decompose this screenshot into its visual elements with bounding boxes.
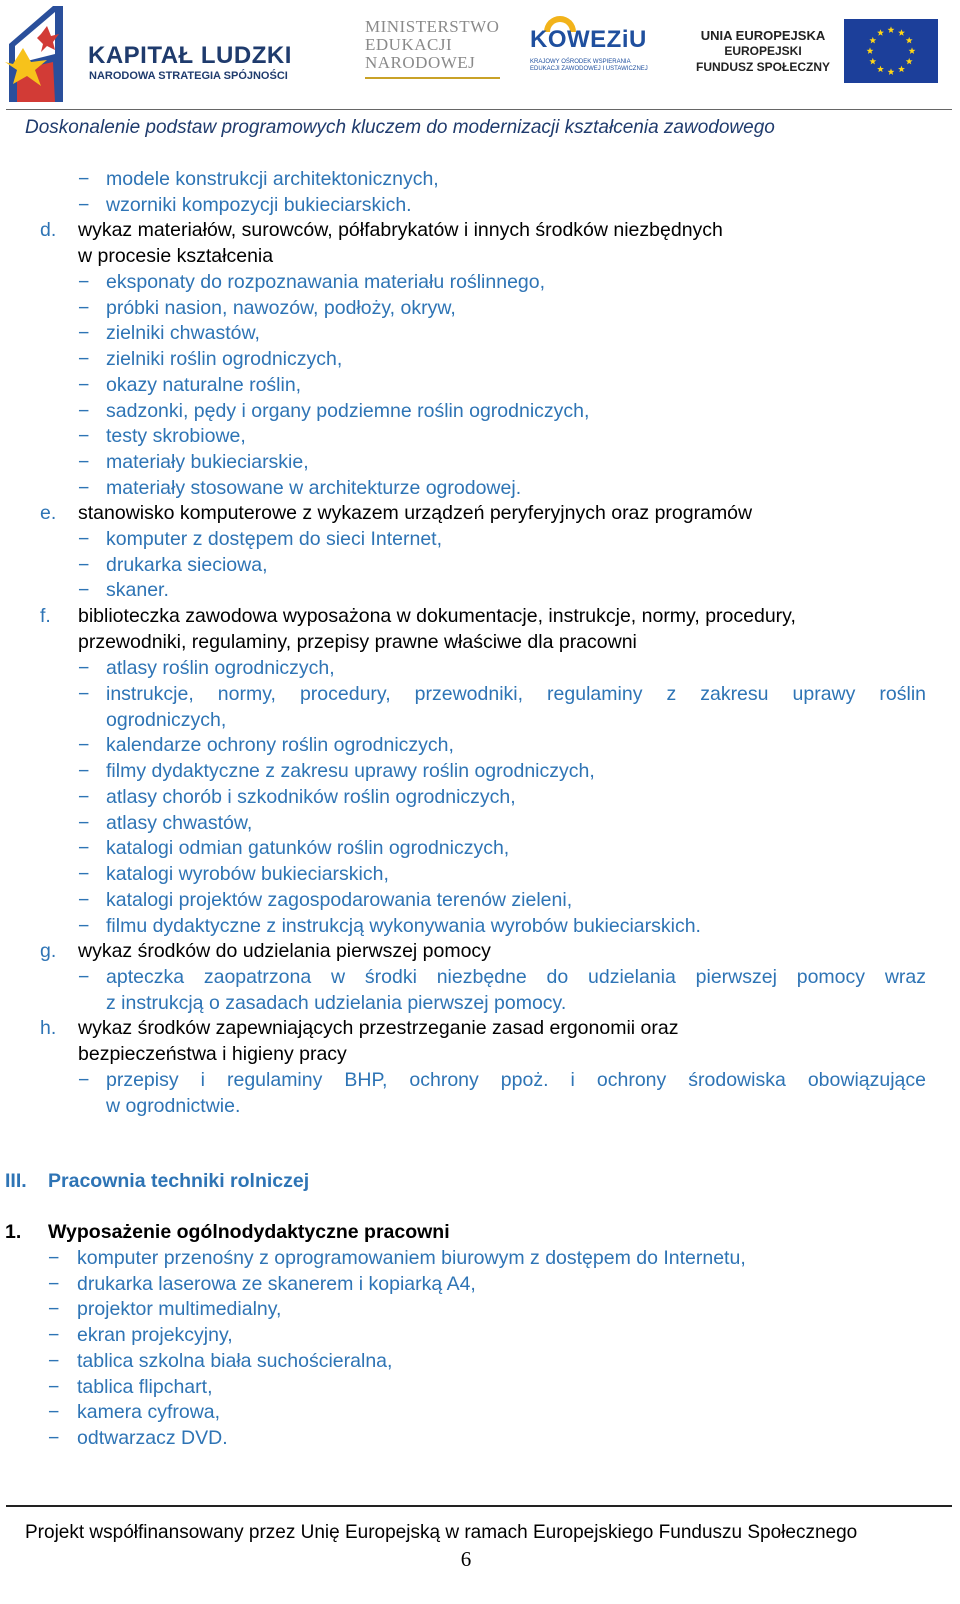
section-number: III. <box>5 1170 27 1192</box>
kowezu-name: KOWEZiU <box>530 26 647 53</box>
eu-star-icon <box>909 47 916 54</box>
list-item: drukarka laserowa ze skanerem i kopiarką A4, <box>77 1273 476 1295</box>
ue-line-3: FUNDUSZ SPOŁECZNY <box>695 60 830 74</box>
kapital-ludzki-emblem-icon <box>5 4 85 102</box>
item-letter-e: e. <box>40 502 57 524</box>
list-item: odtwarzacz DVD. <box>77 1427 228 1449</box>
header-logos <box>0 0 960 110</box>
list-item: apteczka zaopatrzona w środki niezbędne do udzielania pierwszej pomocy wraz <box>106 966 926 988</box>
bullet-dash: − <box>78 374 90 396</box>
item-f-heading-cont: przewodniki, regulaminy, przepisy prawne właściwe dla pracowni <box>78 631 637 653</box>
bullet-dash: − <box>48 1247 60 1269</box>
bullet-dash: − <box>78 451 90 473</box>
eu-star-icon <box>888 26 895 33</box>
eu-star-icon <box>906 58 913 65</box>
list-item: eksponaty do rozpoznawania materiału roślinnego, <box>106 271 546 293</box>
list-item: wzorniki kompozycji bukieciarskich. <box>106 194 412 216</box>
list-item-cont: ogrodniczych, <box>106 709 227 731</box>
eu-star-icon <box>898 29 905 36</box>
eu-star-icon <box>867 47 874 54</box>
list-item: testy skrobiowe, <box>106 425 246 447</box>
eu-stars-icon <box>844 19 938 83</box>
bullet-dash: − <box>48 1376 60 1398</box>
eu-star-icon <box>906 37 913 44</box>
list-item: skaner. <box>106 579 169 601</box>
list-item: przepisy i regulaminy BHP, ochrony ppoż. i ochrony środowiska obowiązujące <box>106 1069 926 1091</box>
ue-line-1: UNIA EUROPEJSKA <box>700 28 826 43</box>
list-item: próbki nasion, nawozów, podłoży, okryw, <box>106 297 456 319</box>
bullet-dash: − <box>78 271 90 293</box>
bullet-dash: − <box>78 348 90 370</box>
bullet-dash: − <box>78 837 90 859</box>
subsection-number: 1. <box>5 1221 22 1243</box>
kowezu-subtitle-line-1: KRAJOWY OŚRODEK WSPIERANIA <box>530 59 631 65</box>
bullet-dash: − <box>48 1350 60 1372</box>
bullet-dash: − <box>48 1324 60 1346</box>
section-title: Pracownia techniki rolniczej <box>48 1170 310 1192</box>
kowezu-subtitle-line-2: EDUKACJI ZAWODOWEJ I USTAWICZNEJ <box>530 66 648 72</box>
bullet-dash: − <box>78 966 90 988</box>
bullet-dash: − <box>78 579 90 601</box>
list-item: katalogi projektów zagospodarowania terenów zieleni, <box>106 889 573 911</box>
list-item: katalogi wyrobów bukieciarskich, <box>106 863 389 885</box>
list-item: filmy dydaktyczne z zakresu uprawy roślin ogrodniczych, <box>106 760 595 782</box>
bullet-dash: − <box>78 915 90 937</box>
list-item-cont: z instrukcją o zasadach udzielania pierwszej pomocy. <box>106 992 567 1014</box>
bullet-dash: − <box>78 786 90 808</box>
list-item: atlasy chorób i szkodników roślin ogrodniczych, <box>106 786 516 808</box>
bullet-dash: − <box>48 1427 60 1449</box>
item-letter-d: d. <box>40 219 57 241</box>
ministerstwo-line-3: NARODOWEJ <box>365 53 476 72</box>
bullet-dash: − <box>48 1401 60 1423</box>
kowezu-logo <box>528 18 656 84</box>
list-item: atlasy chwastów, <box>106 812 253 834</box>
ministerstwo-logo <box>365 18 505 84</box>
item-d-heading: wykaz materiałów, surowców, półfabrykatów i innych środków niezbędnych <box>78 219 723 241</box>
list-item: instrukcje, normy, procedury, przewodniki, regulaminy z zakresu uprawy roślin <box>106 683 926 705</box>
bullet-dash: − <box>78 168 90 190</box>
list-item: sadzonki, pędy i organy podziemne roślin ogrodniczych, <box>106 400 590 422</box>
list-item: komputer przenośny z oprogramowaniem biurowym z dostępem do Internetu, <box>77 1247 746 1269</box>
bullet-dash: − <box>78 322 90 344</box>
list-item: okazy naturalne roślin, <box>106 374 302 396</box>
list-item: katalogi odmian gatunków roślin ogrodniczych, <box>106 837 510 859</box>
item-g-heading: wykaz środków do udzielania pierwszej pomocy <box>78 940 491 962</box>
header-rule <box>6 109 952 110</box>
eu-star-icon <box>898 66 905 73</box>
ue-text-logo <box>688 28 838 75</box>
list-item: kalendarze ochrony roślin ogrodniczych, <box>106 734 454 756</box>
bullet-dash: − <box>78 760 90 782</box>
list-item: zielniki chwastów, <box>106 322 260 344</box>
list-item: filmu dydaktyczne z instrukcją wykonywania wyrobów bukieciarskich. <box>106 915 701 937</box>
bullet-dash: − <box>78 1069 90 1091</box>
item-h-heading: wykaz środków zapewniających przestrzeganie zasad ergonomii oraz <box>78 1017 679 1039</box>
bullet-dash: − <box>78 297 90 319</box>
ministerstwo-line-1: MINISTERSTWO <box>365 17 500 36</box>
bullet-dash: − <box>78 194 90 216</box>
list-item: ekran projekcyjny, <box>77 1324 233 1346</box>
bullet-dash: − <box>78 554 90 576</box>
bullet-dash: − <box>48 1273 60 1295</box>
page-number: 6 <box>460 1547 472 1571</box>
eu-star-icon <box>877 29 884 36</box>
footer-text: Projekt współfinansowany przez Unię Europejską w ramach Europejskiego Funduszu Społecznego <box>25 1522 858 1543</box>
item-e-heading: stanowisko komputerowe z wykazem urządzeń peryferyjnych oraz programów <box>78 502 753 524</box>
kapital-ludzki-subtitle: NARODOWA STRATEGIA SPÓJNOŚCI <box>89 70 288 82</box>
kapital-ludzki-logo <box>5 4 305 102</box>
list-item: modele konstrukcji architektonicznych, <box>106 168 439 190</box>
eu-flag-icon <box>844 19 938 83</box>
bullet-dash: − <box>78 889 90 911</box>
eu-star-icon <box>877 66 884 73</box>
item-letter-f: f. <box>40 605 51 627</box>
list-item: zielniki roślin ogrodniczych, <box>106 348 343 370</box>
bullet-dash: − <box>78 812 90 834</box>
item-d-heading-cont: w procesie kształcenia <box>78 245 274 267</box>
list-item: projektor multimedialny, <box>77 1298 282 1320</box>
list-item: tablica flipchart, <box>77 1376 213 1398</box>
list-item-cont: w ogrodnictwie. <box>106 1095 241 1117</box>
ue-line-2: EUROPEJSKI <box>724 44 802 58</box>
list-item: atlasy roślin ogrodniczych, <box>106 657 335 679</box>
footer-rule <box>6 1505 952 1507</box>
eu-star-icon <box>869 58 876 65</box>
eu-star-icon <box>869 37 876 44</box>
bullet-dash: − <box>78 734 90 756</box>
item-letter-g: g. <box>40 940 57 962</box>
eu-star-icon <box>888 68 895 75</box>
item-h-heading-cont: bezpieczeństwa i higieny pracy <box>78 1043 347 1065</box>
running-title: Doskonalenie podstaw programowych kluczem do modernizacji kształcenia zawodowego <box>25 117 775 138</box>
list-item: materiały stosowane w architekturze ogrodowej. <box>106 477 522 499</box>
ministerstwo-line-2: EDUKACJI <box>365 35 453 54</box>
list-item: drukarka sieciowa, <box>106 554 268 576</box>
list-item: tablica szkolna biała suchościeralna, <box>77 1350 393 1372</box>
bullet-dash: − <box>78 657 90 679</box>
bullet-dash: − <box>78 683 90 705</box>
bullet-dash: − <box>78 528 90 550</box>
list-item: materiały bukieciarskie, <box>106 451 309 473</box>
bullet-dash: − <box>78 477 90 499</box>
kapital-ludzki-title: KAPITAŁ LUDZKI <box>88 42 292 69</box>
kowezu-subtitle <box>530 59 648 73</box>
item-f-heading: biblioteczka zawodowa wyposażona w dokumentacje, instrukcje, normy, procedury, <box>78 605 796 627</box>
bullet-dash: − <box>78 400 90 422</box>
list-item: komputer z dostępem do sieci Internet, <box>106 528 443 550</box>
list-item: kamera cyfrowa, <box>77 1401 221 1423</box>
subsection-title: Wyposażenie ogólnodydaktyczne pracowni <box>48 1221 450 1243</box>
item-letter-h: h. <box>40 1017 57 1039</box>
bullet-dash: − <box>78 425 90 447</box>
bullet-dash: − <box>48 1298 60 1320</box>
ministerstwo-underline <box>365 77 500 79</box>
bullet-dash: − <box>78 863 90 885</box>
